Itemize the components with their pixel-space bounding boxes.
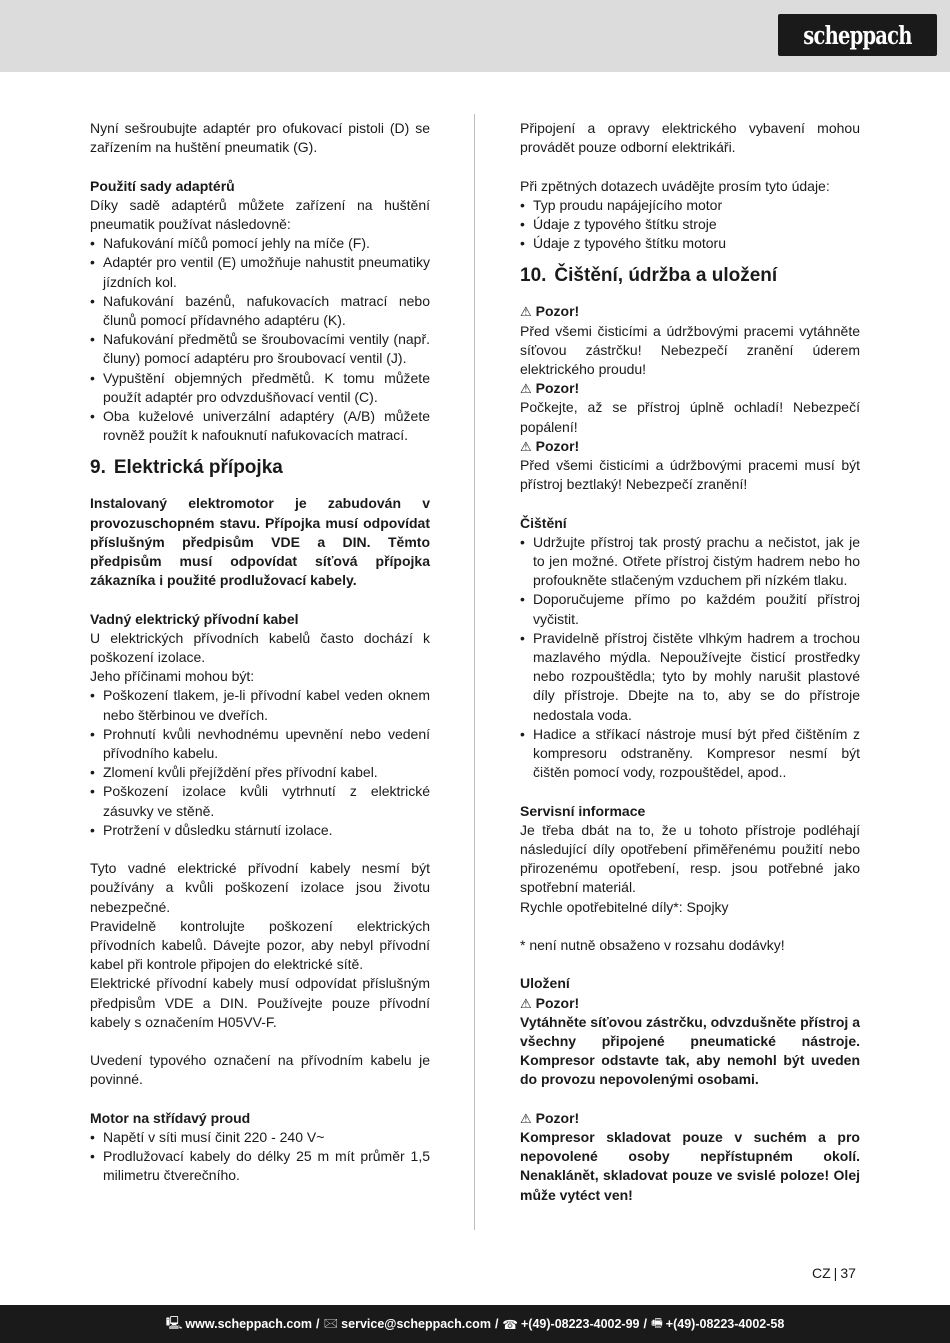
service-heading: Servisní informace: [520, 802, 646, 819]
list-item: • Vypuštění objemných předmětů. K tomu můžete použít adaptér pro odvzdušňovací ventil (C).: [90, 369, 430, 407]
intro-text: Nyní sešroubujte adaptér pro ofukovací pistoli (D) se zařízením na huštění pneumatik (G).: [90, 120, 430, 156]
logo-text: scheppach: [803, 20, 912, 50]
cable-paragraph-4: Uvedení typového označení na přívodním kabelu je povinné.: [90, 1052, 430, 1088]
warning-text: Pozor!: [535, 1109, 580, 1126]
list-item: • Nafukování předmětů se šroubovacími ventily (např. čluny) pomocí adaptéru pro šroubovací ventil (J).: [90, 330, 430, 368]
list-item: • Poškození tlakem, je-li přívodní kabel veden oknem nebo štěrbinou ve dveřích.: [90, 686, 430, 724]
clean-list: [520, 533, 860, 783]
service-parts: Rychle opotřebitelné díly*: Spojky: [520, 898, 729, 915]
service-note: * není nutně obsaženo v rozsahu dodávky!: [520, 937, 785, 954]
motor-list: [90, 1128, 430, 1186]
warning-icon: ⚠: [520, 1110, 532, 1126]
list-item: • Protržení v důsledku stárnutí izolace.: [90, 821, 430, 840]
warning-3: Před všemi čisticími a údržbovými pracemi musí být přístroj beztlaký! Nebezpečí zranění!: [520, 457, 860, 493]
warning-label: [520, 437, 860, 456]
cable-heading: Vadný elektrický přívodní kabel: [90, 610, 299, 627]
warning-2: Počkejte, až se přístroj úplně ochladí! Nebezpečí popálení!: [520, 399, 860, 435]
cable-text-2: Jeho příčinami mohou být:: [90, 668, 255, 685]
warning-icon: ⚠: [520, 995, 532, 1011]
cable-text-1: U elektrických přívodních kabelů často dochází k poškození izolace.: [90, 629, 430, 666]
service-text: Je třeba dbát na to, že u tohoto přístroje podléhají následující díly opotřebení přiměřenému použití nebo přirozenému opotřebení, resp. jsou potřebné jako spotřební materiál.: [520, 821, 860, 896]
footer-separator: /: [316, 1317, 320, 1331]
section-10-heading: [520, 264, 860, 288]
footer-phone: +(49)-08223-4002-99: [521, 1317, 640, 1331]
warning-text: Pozor!: [535, 437, 580, 454]
inquiry-list: [520, 196, 860, 254]
list-item: • Nafukování míčů pomocí jehly na míče (F).: [90, 234, 430, 253]
phone-icon: ☎: [502, 1317, 518, 1332]
warning-1: Před všemi čisticími a údržbovými pracemi vytáhněte síťovou zástrčku! Nebezpečí zranění úderem elektrického proudu!: [520, 322, 860, 378]
column-divider: [474, 114, 475, 1230]
footer-separator: /: [643, 1317, 647, 1331]
footer-web[interactable]: www.scheppach.com: [185, 1317, 313, 1331]
cable-paragraph-3: Elektrické přívodní kabely musí odpovídat příslušným předpisům VDE a DIN. Používejte pouze přívodní kabely s označením H05VV-F.: [90, 975, 430, 1030]
section-9-heading: [90, 456, 430, 480]
warning-text: Pozor!: [535, 380, 580, 397]
section-10-title: Čištění, údržba a uložení: [554, 265, 778, 287]
warning-text: Pozor!: [535, 994, 580, 1011]
warning-label: [520, 994, 860, 1013]
page-separator: |: [833, 1265, 838, 1281]
cable-list: [90, 686, 430, 840]
list-item: • Doporučujeme přímo po každém použití přístroj vyčistit.: [520, 590, 860, 628]
warning-label: [520, 1109, 860, 1128]
motor-heading: Motor na střídavý proud: [90, 1109, 251, 1126]
warning-text: Pozor!: [535, 303, 580, 320]
footer-fax: +(49)-08223-4002-58: [665, 1317, 785, 1331]
list-item: • Napětí v síti musí činit 220 - 240 V~: [90, 1128, 430, 1147]
right-column: [520, 119, 860, 1205]
page-number: [812, 1265, 856, 1281]
computer-icon: 🖳: [165, 1315, 183, 1330]
clean-heading: Čištění: [520, 514, 567, 531]
list-item: • Typ proudu napájejícího motor: [520, 196, 860, 215]
section-10-number: 10.: [520, 265, 547, 287]
scheppach-logo: [778, 14, 937, 56]
page-header: [0, 0, 950, 72]
list-item: • Údaje z typového štítku motoru: [520, 234, 860, 253]
storage-text-2: Kompresor skladovat pouze v suchém a pro nepovolené osoby nepřístupném okolí. Nenaklánět, skladovat pouze ve svislé poloze! Olej může vytéct ven!: [520, 1129, 860, 1203]
page-footer: [0, 1305, 950, 1343]
adapter-list: [90, 234, 430, 445]
warning-icon: ⚠: [520, 304, 532, 320]
storage-heading: Uložení: [520, 975, 570, 992]
cable-paragraph-1: Tyto vadné elektrické přívodní kabely nesmí být používány a kvůli poškození izolace jsou životu nebezpečné.: [90, 860, 430, 915]
repair-text: Připojení a opravy elektrického vybavení mohou provádět pouze odborní elektrikáři.: [520, 120, 860, 156]
inquiry-text: Při zpětných dotazech uvádějte prosím tyto údaje:: [520, 177, 830, 194]
storage-text-1: Vytáhněte síťovou zástrčku, odvzdušněte přístroj a všechny připojené pneumatické nástroje. Kompresor odstavte tak, aby nemohl být uveden do provozu nepovolenými osobami.: [520, 1013, 860, 1088]
adapter-heading: Použití sady adaptérů: [90, 177, 235, 194]
left-column: [90, 119, 430, 1186]
list-item: • Udržujte přístroj tak prostý prachu a nečistot, jak je to jen možné. Otřete přístroj čistým hadrem nebo ho profoukněte stlačeným vzduchem při nízkém tlaku.: [520, 533, 860, 591]
cable-paragraph-2: Pravidelně kontrolujte poškození elektrických přívodních kabelů. Dávejte pozor, aby nebyl přívodní kabel při kontrole připojen do elektrické sítě.: [90, 917, 430, 973]
footer-email[interactable]: service@scheppach.com: [341, 1317, 491, 1331]
list-item: • Pravidelně přístroj čistěte vlhkým hadrem a trochou mazlavého mýdla. Nepoužívejte čisticí prostředky nebo rozpouštědla; tyto by mohly narušit plastové díly přístroje. Dbejte na to, aby se do přístroje nedostala voda.: [520, 629, 860, 725]
list-item: • Nafukování bazénů, nafukovacích matrací nebo člunů pomocí přídavného adaptéru (K).: [90, 292, 430, 330]
list-item: • Oba kuželové univerzální adaptéry (A/B) můžete rovněž použít k nafouknutí nafukovacích matrací.: [90, 407, 430, 445]
warning-icon: ⚠: [520, 381, 532, 397]
fax-icon: 🖷: [650, 1315, 663, 1330]
warning-label: [520, 302, 860, 321]
adapter-text: Díky sadě adaptérů můžete zařízení na huštění pneumatik používat následovně:: [90, 196, 430, 232]
list-item: • Údaje z typového štítku stroje: [520, 215, 860, 234]
footer-separator: /: [494, 1317, 499, 1331]
section-9-title: Elektrická přípojka: [113, 457, 283, 479]
warning-icon: ⚠: [520, 438, 532, 454]
list-item: • Prohnutí kvůli nevhodnému upevnění nebo vedení přívodního kabelu.: [90, 725, 430, 763]
list-item: • Poškození izolace kvůli vytrhnutí z elektrické zásuvky ve stěně.: [90, 782, 430, 820]
section-9-intro: Instalovaný elektromotor je zabudován v provozuschopném stavu. Přípojka musí odpovídat příslušným předpisům VDE a DIN. Těmto předpisům musí odpovídat síťová přípojka zákazníka i použité prodlužovací kabely.: [90, 495, 430, 589]
page-num: 37: [840, 1265, 856, 1281]
mail-icon: 🖂: [323, 1315, 339, 1330]
list-item: • Zlomení kvůli přejíždění přes přívodní kabel.: [90, 763, 430, 782]
list-item: • Hadice a stříkací nástroje musí být před čištěním z kompresoru odstraněny. Kompresor nesmí být čištěn pomocí vody, rozpouštědel, apod..: [520, 725, 860, 783]
warning-label: [520, 379, 860, 398]
page-lang: CZ: [812, 1265, 831, 1281]
list-item: • Prodlužovací kabely do délky 25 m mít průměr 1,5 milimetru čtverečního.: [90, 1147, 430, 1185]
section-9-number: 9.: [90, 457, 106, 479]
list-item: • Adaptér pro ventil (E) umožňuje nahustit pneumatiky jízdních kol.: [90, 253, 430, 291]
